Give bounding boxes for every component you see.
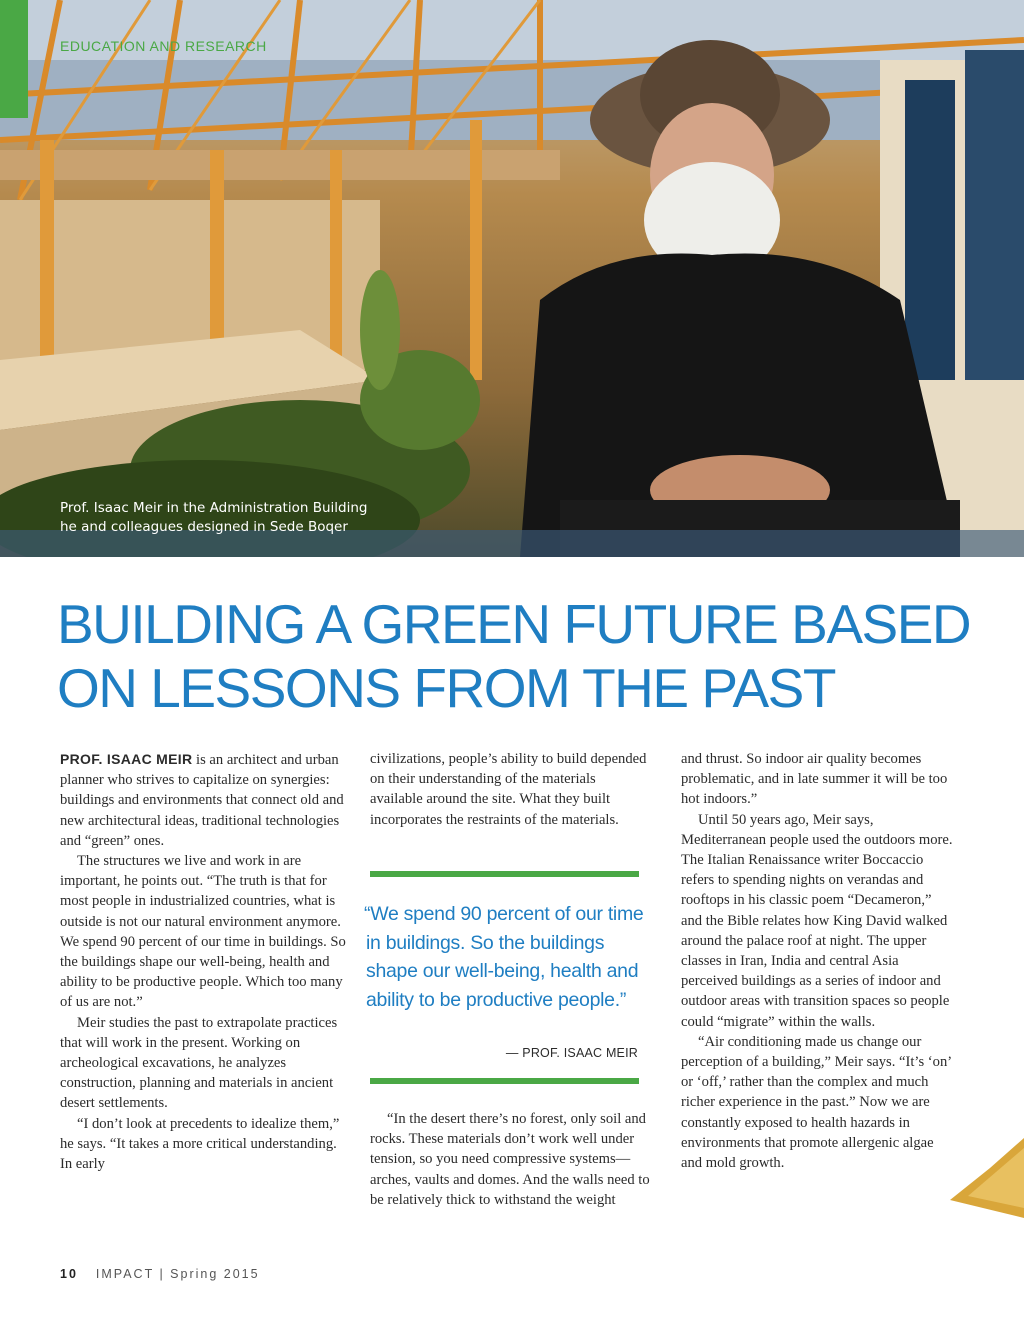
paragraph: “In the desert there’s no forest, only soil and rocks. These materials don’t work well under tension, so you need compressive systems—arches, vaults and domes. And the walls need to be relatively thick to withstand the weight xyxy=(370,1111,650,1208)
article-headline xyxy=(57,592,997,720)
page-number: 10 xyxy=(60,1267,78,1281)
caption-line: Prof. Isaac Meir in the Administration Building xyxy=(60,500,368,516)
atrium-photo-illustration xyxy=(0,0,1024,557)
pull-quote-rule-top xyxy=(370,871,639,877)
decorative-artifact-icon xyxy=(950,1138,1024,1218)
headline-line: ON LESSONS FROM THE PAST xyxy=(57,657,835,719)
article-column-3 xyxy=(681,749,956,1173)
paragraph: Until 50 years ago, Meir says, Mediterranean people used the outdoors more. The Italian Renaissance writer Boccaccio refers to spending nights on verandas and rooftops in his classic poem “Decameron,” and the Bible relates how King David walked around the palace roof at night. The upper classes in Iran, India and central Asia perceived buildings as a series of indoor and outdoor areas with transition spaces so people could “migrate” within the walls. xyxy=(681,811,953,1030)
pull-quote-attribution: — PROF. ISAAC MEIR xyxy=(505,1046,638,1060)
photo-caption xyxy=(60,499,420,537)
pull-quote-text: We spend 90 percent of our time in buildings. So the buildings shape our well-being, health and ability to be productive people.” xyxy=(366,903,644,1011)
article-column-2-continued xyxy=(370,1109,655,1210)
hero-photo xyxy=(0,0,1024,557)
paragraph: Meir studies the past to extrapolate practices that will work in the present. Working on archeological excavations, he analyzes construction, planning and materials in ancient desert settlements. xyxy=(60,1014,338,1112)
lead-text: is an architect and urban planner who strives to capitalize on synergies: buildings and environments that connect old and new architectural ideas, traditional technologies and “green” ones. xyxy=(60,752,344,849)
paragraph: civilizations, people’s ability to build depended on their understanding of the materials available around the site. What they built incorporates the restraints of the materials. xyxy=(370,751,647,828)
lead-name: PROF. ISAAC MEIR xyxy=(60,751,193,767)
quote-mark: “ xyxy=(364,903,371,925)
paragraph: “Air conditioning made us change our perception of a building,” Meir says. “It’s ‘on’ or ‘off,’ rather than the complex and much richer experience in the past.” Now we are constantly exposed to health hazards in environments that promote allergenic algae and mold growth. xyxy=(681,1033,952,1172)
paragraph: and thrust. So indoor air quality becomes problematic, and in late summer it will be too hot indoors.” xyxy=(681,751,948,808)
headline-line: BUILDING A GREEN FUTURE BASED xyxy=(57,593,971,655)
pull-quote-rule-bottom xyxy=(370,1078,639,1084)
caption-line: he and colleagues designed in Sede Boqer xyxy=(60,519,348,535)
section-accent-bar xyxy=(0,0,28,118)
paragraph: The structures we live and work in are important, he points out. “The truth is that for most people in industrialized countries, what is outside is not our natural environment anymore. We spend 90 percent of our time in buildings. So the buildings shape our well-being, health and ability to be productive people. Which too many of us are not.” xyxy=(60,853,346,1011)
paragraph xyxy=(60,749,350,851)
publication-name: IMPACT | Spring 2015 xyxy=(95,1267,260,1281)
pull-quote xyxy=(366,900,646,1014)
section-label: EDUCATION AND RESEARCH xyxy=(60,38,267,54)
page-footer xyxy=(60,1267,260,1281)
article-column-1 xyxy=(60,749,350,1174)
article-column-2 xyxy=(370,749,652,830)
paragraph: “I don’t look at precedents to idealize them,” he says. “It takes a more critical understanding. In early xyxy=(60,1115,340,1173)
